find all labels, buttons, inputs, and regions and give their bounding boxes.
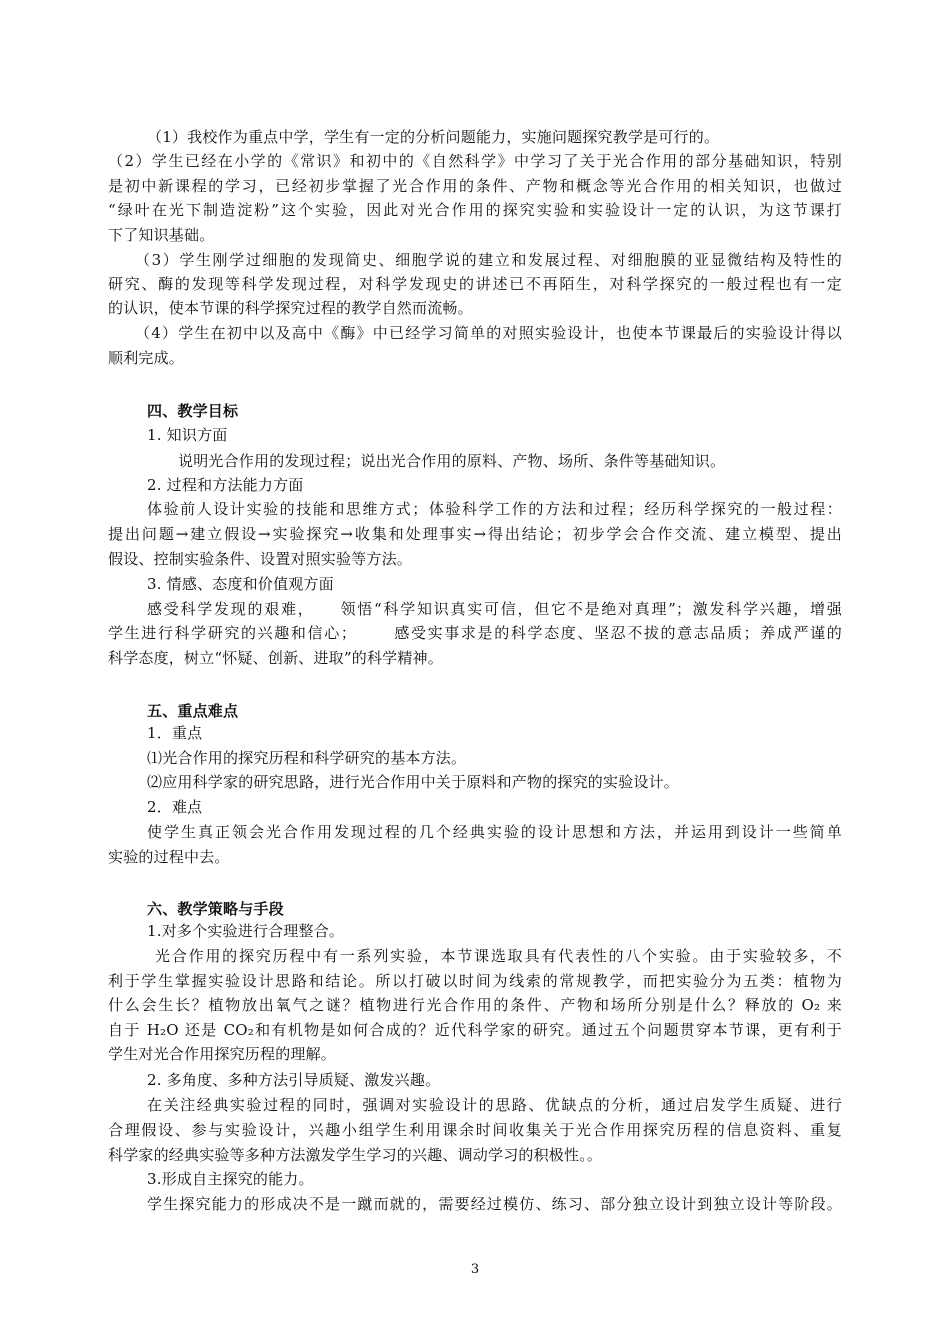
section-heading-strategies: 六、教学策略与手段: [147, 900, 284, 918]
paragraph-line: 学生探究能力的形成决不是一蹴而就的，需要经过模仿、练习、部分独立设计到独立设计等阶段。: [147, 1195, 842, 1213]
paragraph-line: 在关注经典实验过程的同时，强调对实验设计的思路、优缺点的分析，通过启发学生质疑、进行: [147, 1096, 842, 1114]
subsection-title: 1.对多个实验进行合理整合。: [147, 922, 345, 940]
paragraph-line: （3）学生刚学过细胞的发现简史、细胞学说的建立和发展过程、对细胞膜的亚显微结构及特性的: [135, 251, 842, 269]
paragraph-line: 光合作用的探究历程中有一系列实验，本节课选取具有代表性的八个实验。由于实验较多，不: [155, 947, 842, 965]
paragraph-line: 利于学生掌握实验设计思路和结论。所以打破以时间为线索的常规教学，而把实验分为五类：植物为: [108, 972, 842, 990]
paragraph-line: 提出问题→建立假设→实验探究→收集和处理事实→得出结论；初步学会合作交流、建立模型、提出: [108, 525, 842, 543]
section-heading-objectives: 四、教学目标: [147, 402, 239, 420]
page-number: 3: [470, 1262, 480, 1277]
paragraph-line: 研究、酶的发现等科学发现过程，对科学发现史的讲述已不再陌生，对科学探究的一般过程也有一定: [108, 275, 842, 293]
paragraph-line: 什么会生长？植物放出氧气之谜？植物进行光合作用的条件、产物和场所分别是什么？释放的 O₂ 来: [108, 996, 842, 1014]
list-item: ⑴光合作用的探究历程和科学研究的基本方法。: [147, 749, 467, 767]
paragraph-line: 科学家的经典实验等多种方法激发学生学习的兴趣、调动学习的积极性。。: [108, 1146, 603, 1164]
paragraph-line: （1）我校作为重点中学，学生有一定的分析问题能力，实施问题探究教学是可行的。: [147, 128, 720, 146]
subsection-title: 2. 多角度、多种方法引导质疑、激发兴趣。: [147, 1071, 441, 1089]
paragraph-line: 下了知识基础。: [108, 226, 215, 244]
paragraph-line: 是初中新课程的学习，已经初步掌握了光合作用的条件、产物和概念等光合作用的相关知识，也做过: [108, 177, 842, 195]
list-item: ⑵应用科学家的研究思路，进行光合作用中关于原料和产物的探究的实验设计。: [147, 773, 680, 791]
paragraph-line: “绿叶在光下制造淀粉”这个实验，因此对光合作用的探究实验和实验设计一定的认识，为这节课打: [108, 201, 842, 219]
subsection-title: 2．难点: [147, 798, 203, 816]
subsection-title: 3. 情感、态度和价值观方面: [147, 575, 334, 593]
paragraph-line: 自于 H₂O 还是 CO₂和有机物是如何合成的？近代科学家的研究。通过五个问题贯穿本节课，更有利于: [108, 1021, 842, 1039]
paragraph-line: 的认识，使本节课的科学探究过程的教学自然而流畅。: [108, 299, 473, 317]
paragraph-line: 感受科学发现的艰难， 领悟“科学知识真实可信，但它不是绝对真理”；激发科学兴趣，增强: [147, 600, 842, 618]
paragraph-line: 实验的过程中去。: [108, 848, 230, 866]
paragraph-line: 假设、控制实验条件、设置对照实验等方法。: [108, 550, 413, 568]
subsection-title: 1．重点: [147, 724, 203, 742]
paragraph-line: 顺利完成。: [108, 349, 185, 367]
subsection-title: 1. 知识方面: [147, 426, 228, 444]
paragraph-line: 说明光合作用的发现过程；说出光合作用的原料、产物、场所、条件等基础知识。: [178, 452, 726, 470]
paragraph-line: （2）学生已经在小学的《常识》和初中的《自然科学》中学习了关于光合作用的部分基础知识，特别: [108, 152, 842, 170]
paragraph-line: 使学生真正领会光合作用发现过程的几个经典实验的设计思想和方法，并运用到设计一些简单: [147, 823, 842, 841]
paragraph-line: 合理假设、参与实验设计，兴趣小组学生利用课余时间收集关于光合作用探究历程的信息资料、重复: [108, 1121, 842, 1139]
paragraph-line: 体验前人设计实验的技能和思维方式；体验科学工作的方法和过程；经历科学探究的一般过程：: [147, 500, 842, 518]
paragraph-line: （4）学生在初中以及高中《酶》中已经学习简单的对照实验设计，也使本节课最后的实验设计得以: [135, 324, 842, 342]
subsection-title: 2. 过程和方法能力方面: [147, 476, 304, 494]
paragraph-line: 科学态度，树立“怀疑、创新、进取”的科学精神。: [108, 649, 443, 667]
section-heading-key-points: 五、重点难点: [147, 702, 239, 720]
paragraph-line: 学生对光合作用探究历程的理解。: [108, 1045, 337, 1063]
paragraph-line: 学生进行科学研究的兴趣和信心； 感受实事求是的科学态度、坚忍不拔的意志品质；养成严谨的: [108, 624, 842, 642]
subsection-title: 3.形成自主探究的能力。: [147, 1170, 314, 1188]
